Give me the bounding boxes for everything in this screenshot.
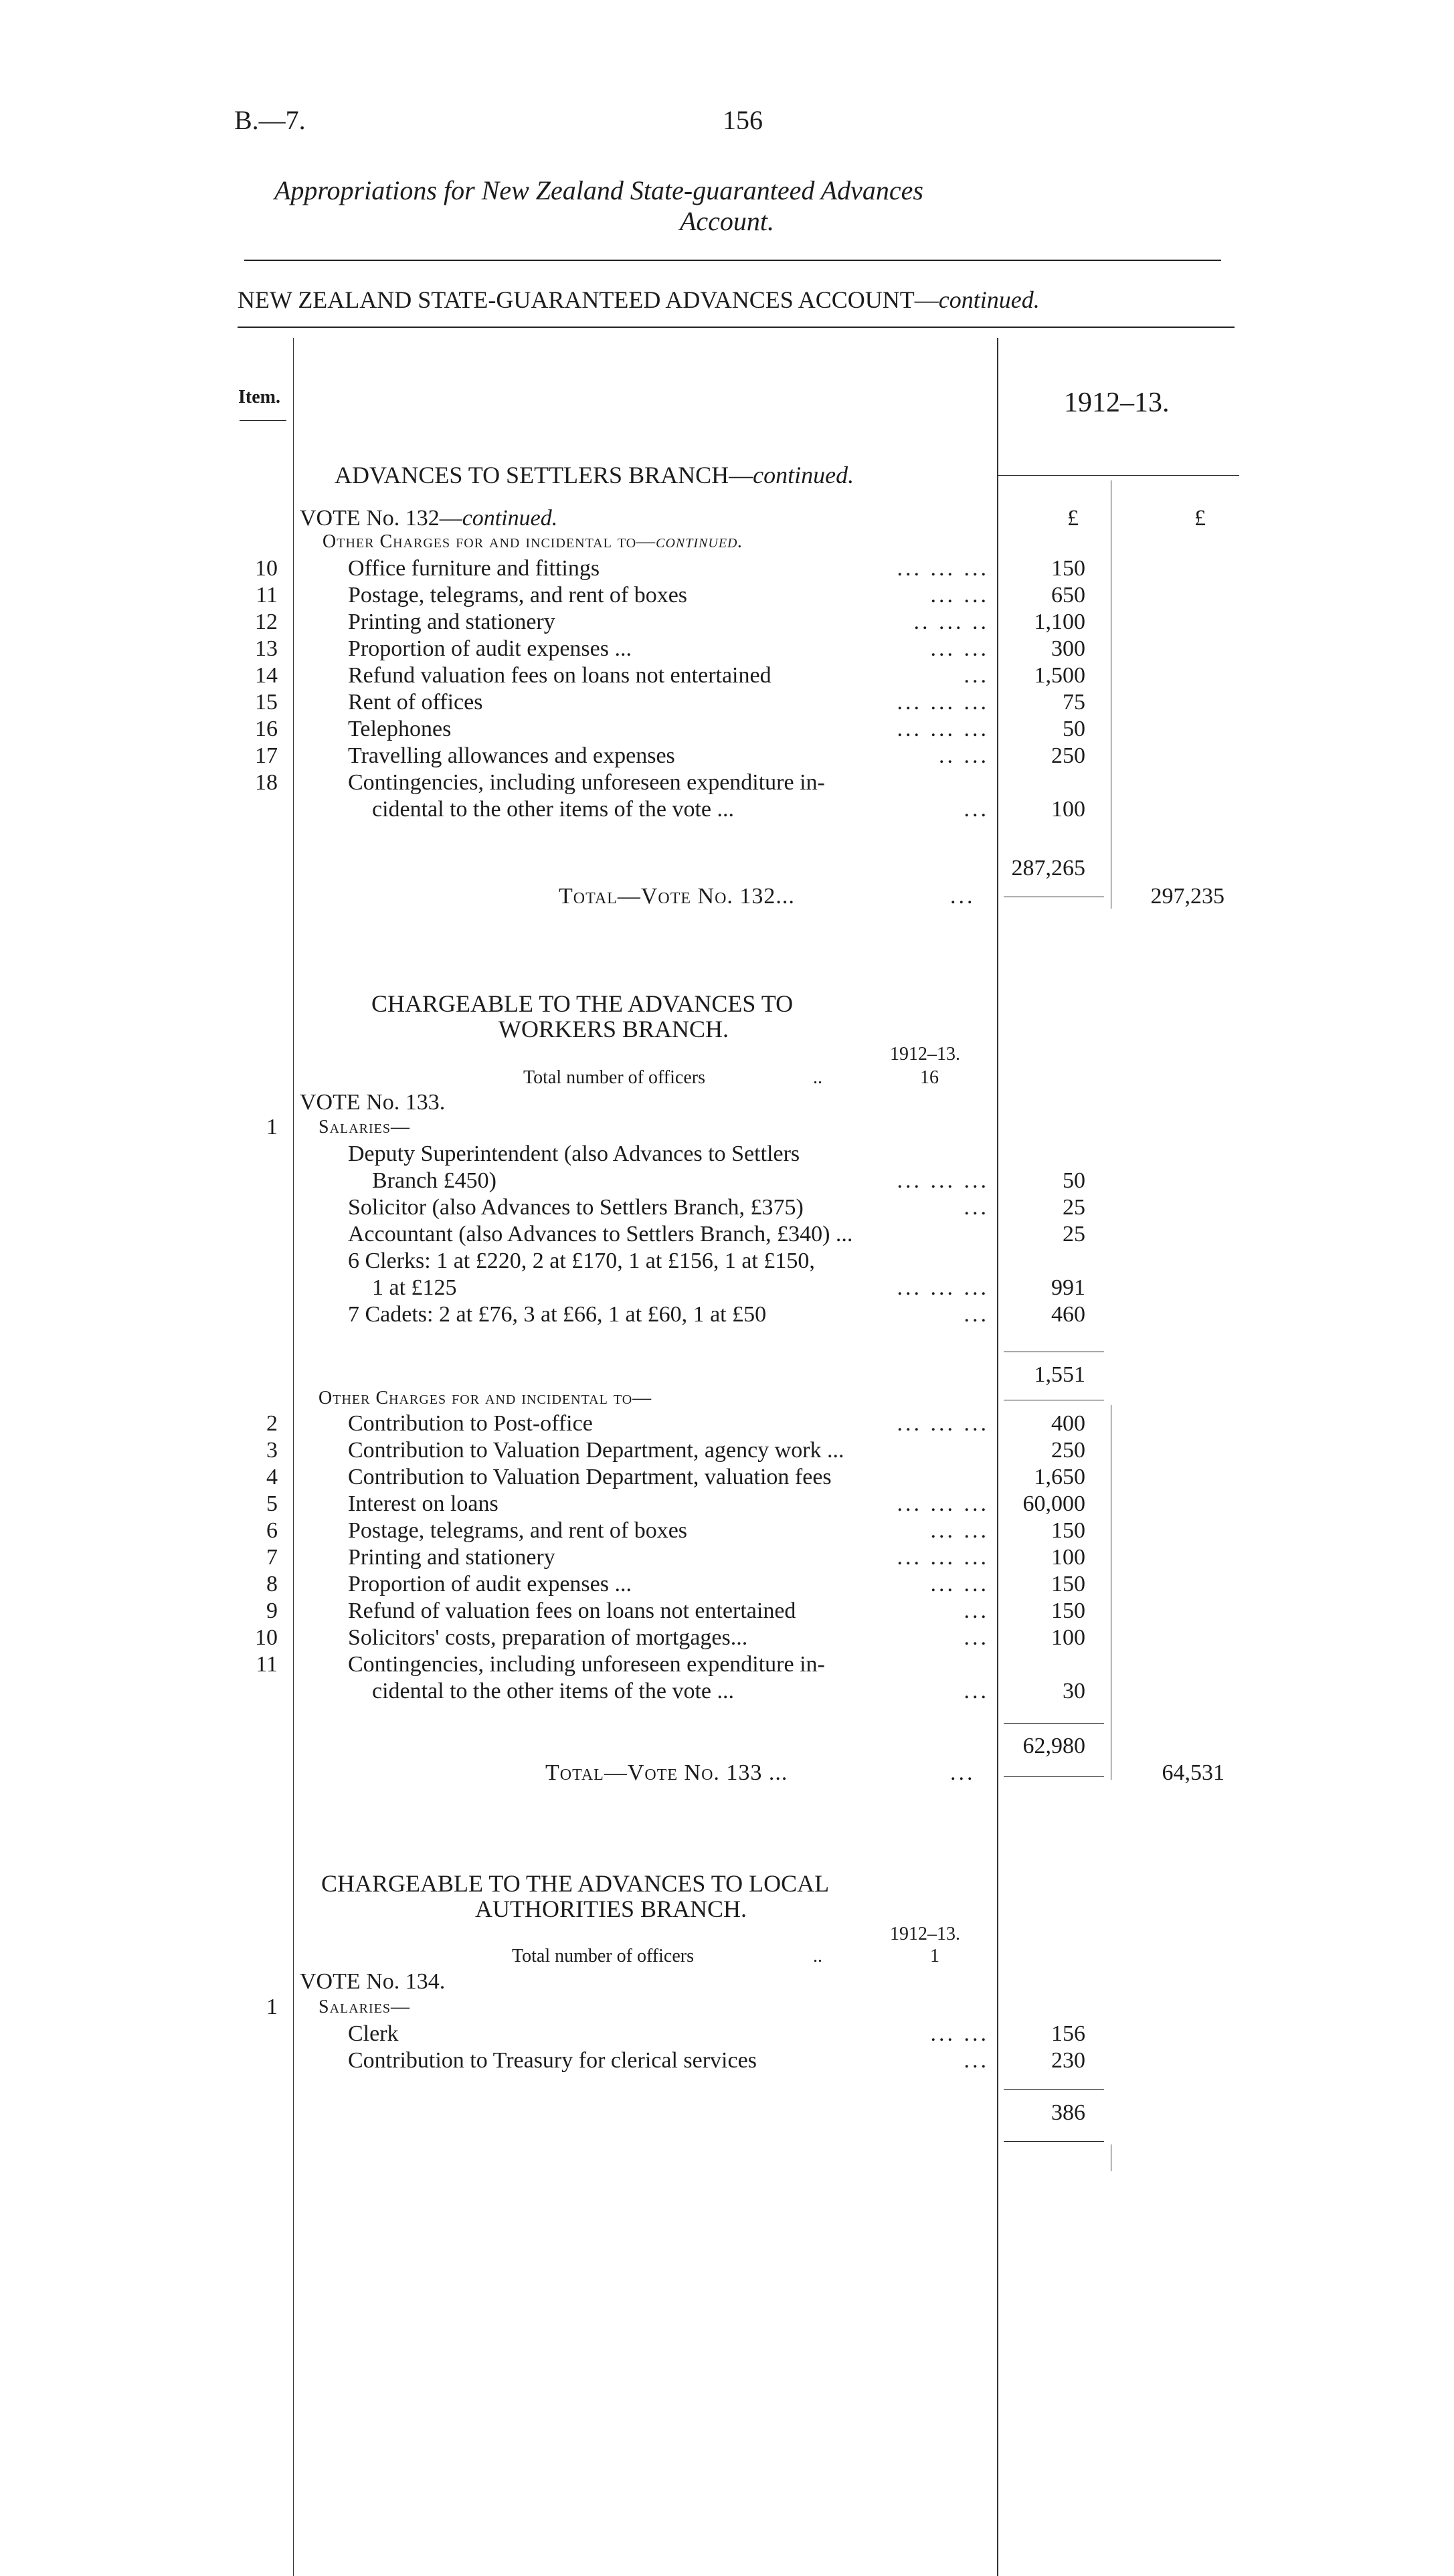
s2-item-desc: Contingencies, including unforeseen expenditure in- [348,1652,825,1677]
s1-item-leader-dots: ... ... ... [897,690,989,715]
s3-officers-count: 1 [930,1946,939,1966]
s2-item-amount: 1,650 [1034,1465,1085,1489]
s3-vote: VOTE No. 134. [300,1969,446,1994]
s2-item-desc: Postage, telegrams, and rent of boxes [348,1518,688,1543]
s1-vote [300,505,557,532]
pound-sign-2: £ [1194,506,1206,531]
s3-salary-item-desc: Clerk [348,2021,399,2046]
s2-total-label: Total—Vote No. 133 ... [545,1760,788,1785]
s2-item-leader-dots: ... [964,1679,989,1704]
s2-item-leader-dots: ... ... ... [897,1545,989,1570]
s2-item-no: 7 [266,1545,278,1570]
s3-salaries-label: Salaries— [319,1997,411,2017]
s3-heading-line2: AUTHORITIES BRANCH. [475,1896,747,1922]
title-rule [244,260,1221,261]
s3-salary-item-amount: 156 [1051,2021,1085,2046]
s1-item-no: 15 [255,690,278,715]
s2-item-no: 2 [266,1411,278,1436]
s2-salary-item-amount: 25 [1063,1222,1085,1247]
s2-item-desc: Refund of valuation fees on loans not entertained [348,1598,796,1623]
s1-other-cont: continued. [656,531,743,552]
s2-salary-item-desc: Deputy Superintendent (also Advances to Settlers [348,1141,800,1166]
s2-item-amount: 100 [1051,1545,1085,1570]
s1-item-no: 10 [255,556,278,581]
s2-item-no: 8 [266,1572,278,1596]
s1-vote-cont: continued. [462,506,558,531]
s3-salary-item-leader-dots: ... ... [930,2021,989,2046]
s1-item-leader-dots: ... ... [930,583,989,608]
s2-item-desc: Solicitors' costs, preparation of mortgages... [348,1625,748,1650]
s1-subtotal: 287,265 [1011,856,1085,881]
s1-item-no: 11 [256,583,278,608]
s2-salary-item-amount: 50 [1063,1168,1085,1193]
s3-items-rule [1004,2089,1104,2090]
s1-item-amount: 300 [1051,636,1085,661]
s2-officers-year: 1912–13. [890,1044,960,1065]
s1-item-desc: Office furniture and fittings [348,556,600,581]
s2-item-amount: 30 [1063,1679,1085,1704]
s2-item-amount: 150 [1051,1518,1085,1543]
s1-item-amount: 75 [1063,690,1085,715]
s1-item-amount: 1,500 [1034,663,1085,688]
s1-item-leader-dots: ... [964,663,989,688]
s2-item-no: 3 [266,1438,278,1463]
s1-item-desc: Telephones [348,717,452,741]
s2-salary-item-desc-cont: Branch £450) [372,1168,497,1193]
s3-salary-item-amount: 230 [1051,2048,1085,2073]
s1-item-leader-dots: ... ... [930,636,989,661]
s1-item-amount: 150 [1051,556,1085,581]
s1-item-leader-dots: .. ... [939,743,989,768]
account-heading-text: NEW ZEALAND STATE-GUARANTEED ADVANCES ACCOUNT— [238,286,939,313]
s2-item-leader-dots: ... [964,1625,989,1650]
s1-item-amount: 650 [1051,583,1085,608]
s3-officers-dots: .. [813,1946,822,1966]
s2-heading-line1: CHARGEABLE TO THE ADVANCES TO [371,990,794,1017]
s1-item-desc: Printing and stationery [348,610,555,634]
s1-item-no: 16 [255,717,278,741]
s2-item-desc: Contribution to Valuation Department, agency work ... [348,1438,844,1463]
s2-officers-dots: .. [813,1067,822,1088]
s2-heading-line2: WORKERS BRANCH. [498,1016,729,1042]
s1-item-desc: Contingencies, including unforeseen expenditure in- [348,770,825,795]
s2-subtotal: 62,980 [1022,1734,1085,1758]
s1-total-label: Total—Vote No. 132... [559,884,795,909]
s3-salary-item-leader-dots: ... [964,2048,989,2073]
s1-heading [335,462,854,488]
s1-item-no: 13 [255,636,278,661]
s1-item-leader-dots: .. ... .. [913,610,989,634]
item-column-header: Item. [238,387,280,407]
s1-item-desc: Rent of offices [348,690,483,715]
s2-total-dots: ... [950,1760,976,1785]
s2-salary-item-leader-dots: ... [964,1195,989,1220]
s3-salaries-item-no: 1 [266,1995,278,2019]
page-ref: B.—7. [234,105,306,135]
s2-items-rule [1004,1723,1104,1724]
s1-item-amount: 1,100 [1034,610,1085,634]
s3-subtotal-rule [1004,2141,1104,2142]
s2-salary-item-desc: Accountant (also Advances to Settlers Branch, £340) ... [348,1222,853,1247]
year-header-rule [998,475,1239,476]
s1-item-no: 12 [255,610,278,634]
s2-item-desc-cont: cidental to the other items of the vote ... [372,1679,735,1704]
s2-item-desc: Proportion of audit expenses ... [348,1572,632,1596]
s2-item-no: 4 [266,1465,278,1489]
s1-vote-text: VOTE No. 132— [300,506,462,531]
s2-item-amount: 150 [1051,1572,1085,1596]
s2-item-no: 9 [266,1598,278,1623]
s2-salary-item-leader-dots: ... ... ... [897,1275,989,1300]
s3-officers-year: 1912–13. [890,1924,960,1944]
s2-item-leader-dots: ... [964,1598,989,1623]
s2-salary-item-amount: 991 [1051,1275,1085,1300]
s2-total: 64,531 [1162,1760,1224,1785]
s1-other-charges [323,529,743,555]
page-title-line2: Account. [679,206,775,236]
s2-item-desc: Printing and stationery [348,1545,555,1570]
s2-item-amount: 150 [1051,1598,1085,1623]
s2-officers-count: 16 [920,1067,939,1088]
s2-item-amount: 400 [1051,1411,1085,1436]
s1-item-amount: 250 [1051,743,1085,768]
s2-salary-item-desc: 6 Clerks: 1 at £220, 2 at £170, 1 at £156, 1 at £150, [348,1249,815,1273]
s2-salary-item-desc: 7 Cadets: 2 at £76, 3 at £66, 1 at £60, 1 at £50 [348,1302,767,1327]
s2-item-desc: Contribution to Valuation Department, valuation fees [348,1465,832,1489]
s2-item-leader-dots: ... ... [930,1572,989,1596]
s2-item-amount: 250 [1051,1438,1085,1463]
s2-item-no: 5 [266,1491,278,1516]
s1-item-leader-dots: ... ... ... [897,556,989,581]
s1-other-text: Other Charges for and incidental to— [323,531,656,552]
s1-item-desc: Refund valuation fees on loans not entertained [348,663,771,688]
s3-salary-item-desc: Contribution to Treasury for clerical services [348,2048,757,2073]
s2-salary-item-amount: 25 [1063,1195,1085,1220]
s3-subtotal: 386 [1051,2100,1085,2125]
s2-salaries-label: Salaries— [319,1117,411,1137]
s2-other-charges: Other Charges for and incidental to— [319,1388,652,1408]
s2-subtotal-rule [1004,1776,1104,1777]
s2-item-leader-dots: ... ... [930,1518,989,1543]
s2-item-leader-dots: ... ... ... [897,1411,989,1436]
page-title-line1: Appropriations for New Zealand State-guaranteed Advances [274,175,923,205]
s2-officers-label: Total number of officers [523,1067,705,1088]
s1-item-leader-dots: ... [964,797,989,822]
s3-officers-label: Total number of officers [512,1946,694,1966]
account-heading-cont: continued. [938,286,1040,313]
page-number: 156 [723,105,763,135]
s1-item-desc: Travelling allowances and expenses [348,743,675,768]
s2-item-leader-dots: ... ... ... [897,1491,989,1516]
s2-salary-item-leader-dots: ... ... ... [897,1168,989,1193]
s2-salary-item-leader-dots: ... [964,1302,989,1327]
s2-salaries-total: 1,551 [1034,1362,1085,1387]
s2-item-desc: Interest on loans [348,1491,498,1516]
item-header-rule [240,420,286,421]
pound-sign-1: £ [1067,506,1079,531]
s1-item-no: 18 [255,770,278,795]
s1-total: 297,235 [1150,884,1224,909]
s2-item-amount: 100 [1051,1625,1085,1650]
s3-heading-line1: CHARGEABLE TO THE ADVANCES TO LOCAL [321,1870,830,1897]
s2-item-no: 6 [266,1518,278,1543]
s1-item-no: 17 [255,743,278,768]
s1-total-dots: ... [950,884,976,909]
s2-vote: VOTE No. 133. [300,1090,446,1115]
s1-item-amount: 50 [1063,717,1085,741]
s1-item-desc-cont: cidental to the other items of the vote ... [372,797,735,822]
s2-item-no: 10 [255,1625,278,1650]
s2-salary-item-desc: Solicitor (also Advances to Settlers Branch, £375) [348,1195,804,1220]
account-heading [238,286,1040,313]
s1-item-no: 14 [255,663,278,688]
s2-item-amount: 60,000 [1022,1491,1085,1516]
s2-salary-item-amount: 460 [1051,1302,1085,1327]
account-rule [238,327,1235,328]
item-column-divider [293,338,294,2576]
s1-heading-text: ADVANCES TO SETTLERS BRANCH— [335,462,753,488]
s2-item-desc: Contribution to Post-office [348,1411,593,1436]
s2-item-no: 11 [256,1652,278,1677]
s2-salaries-item-no: 1 [266,1115,278,1139]
s1-item-leader-dots: ... ... ... [897,717,989,741]
year-column-header: 1912–13. [1064,387,1170,418]
s1-item-desc: Postage, telegrams, and rent of boxes [348,583,688,608]
s1-item-desc: Proportion of audit expenses ... [348,636,632,661]
s2-salary-item-desc-cont: 1 at £125 [372,1275,457,1300]
s1-heading-cont: continued. [753,462,854,488]
s1-item-amount: 100 [1051,797,1085,822]
